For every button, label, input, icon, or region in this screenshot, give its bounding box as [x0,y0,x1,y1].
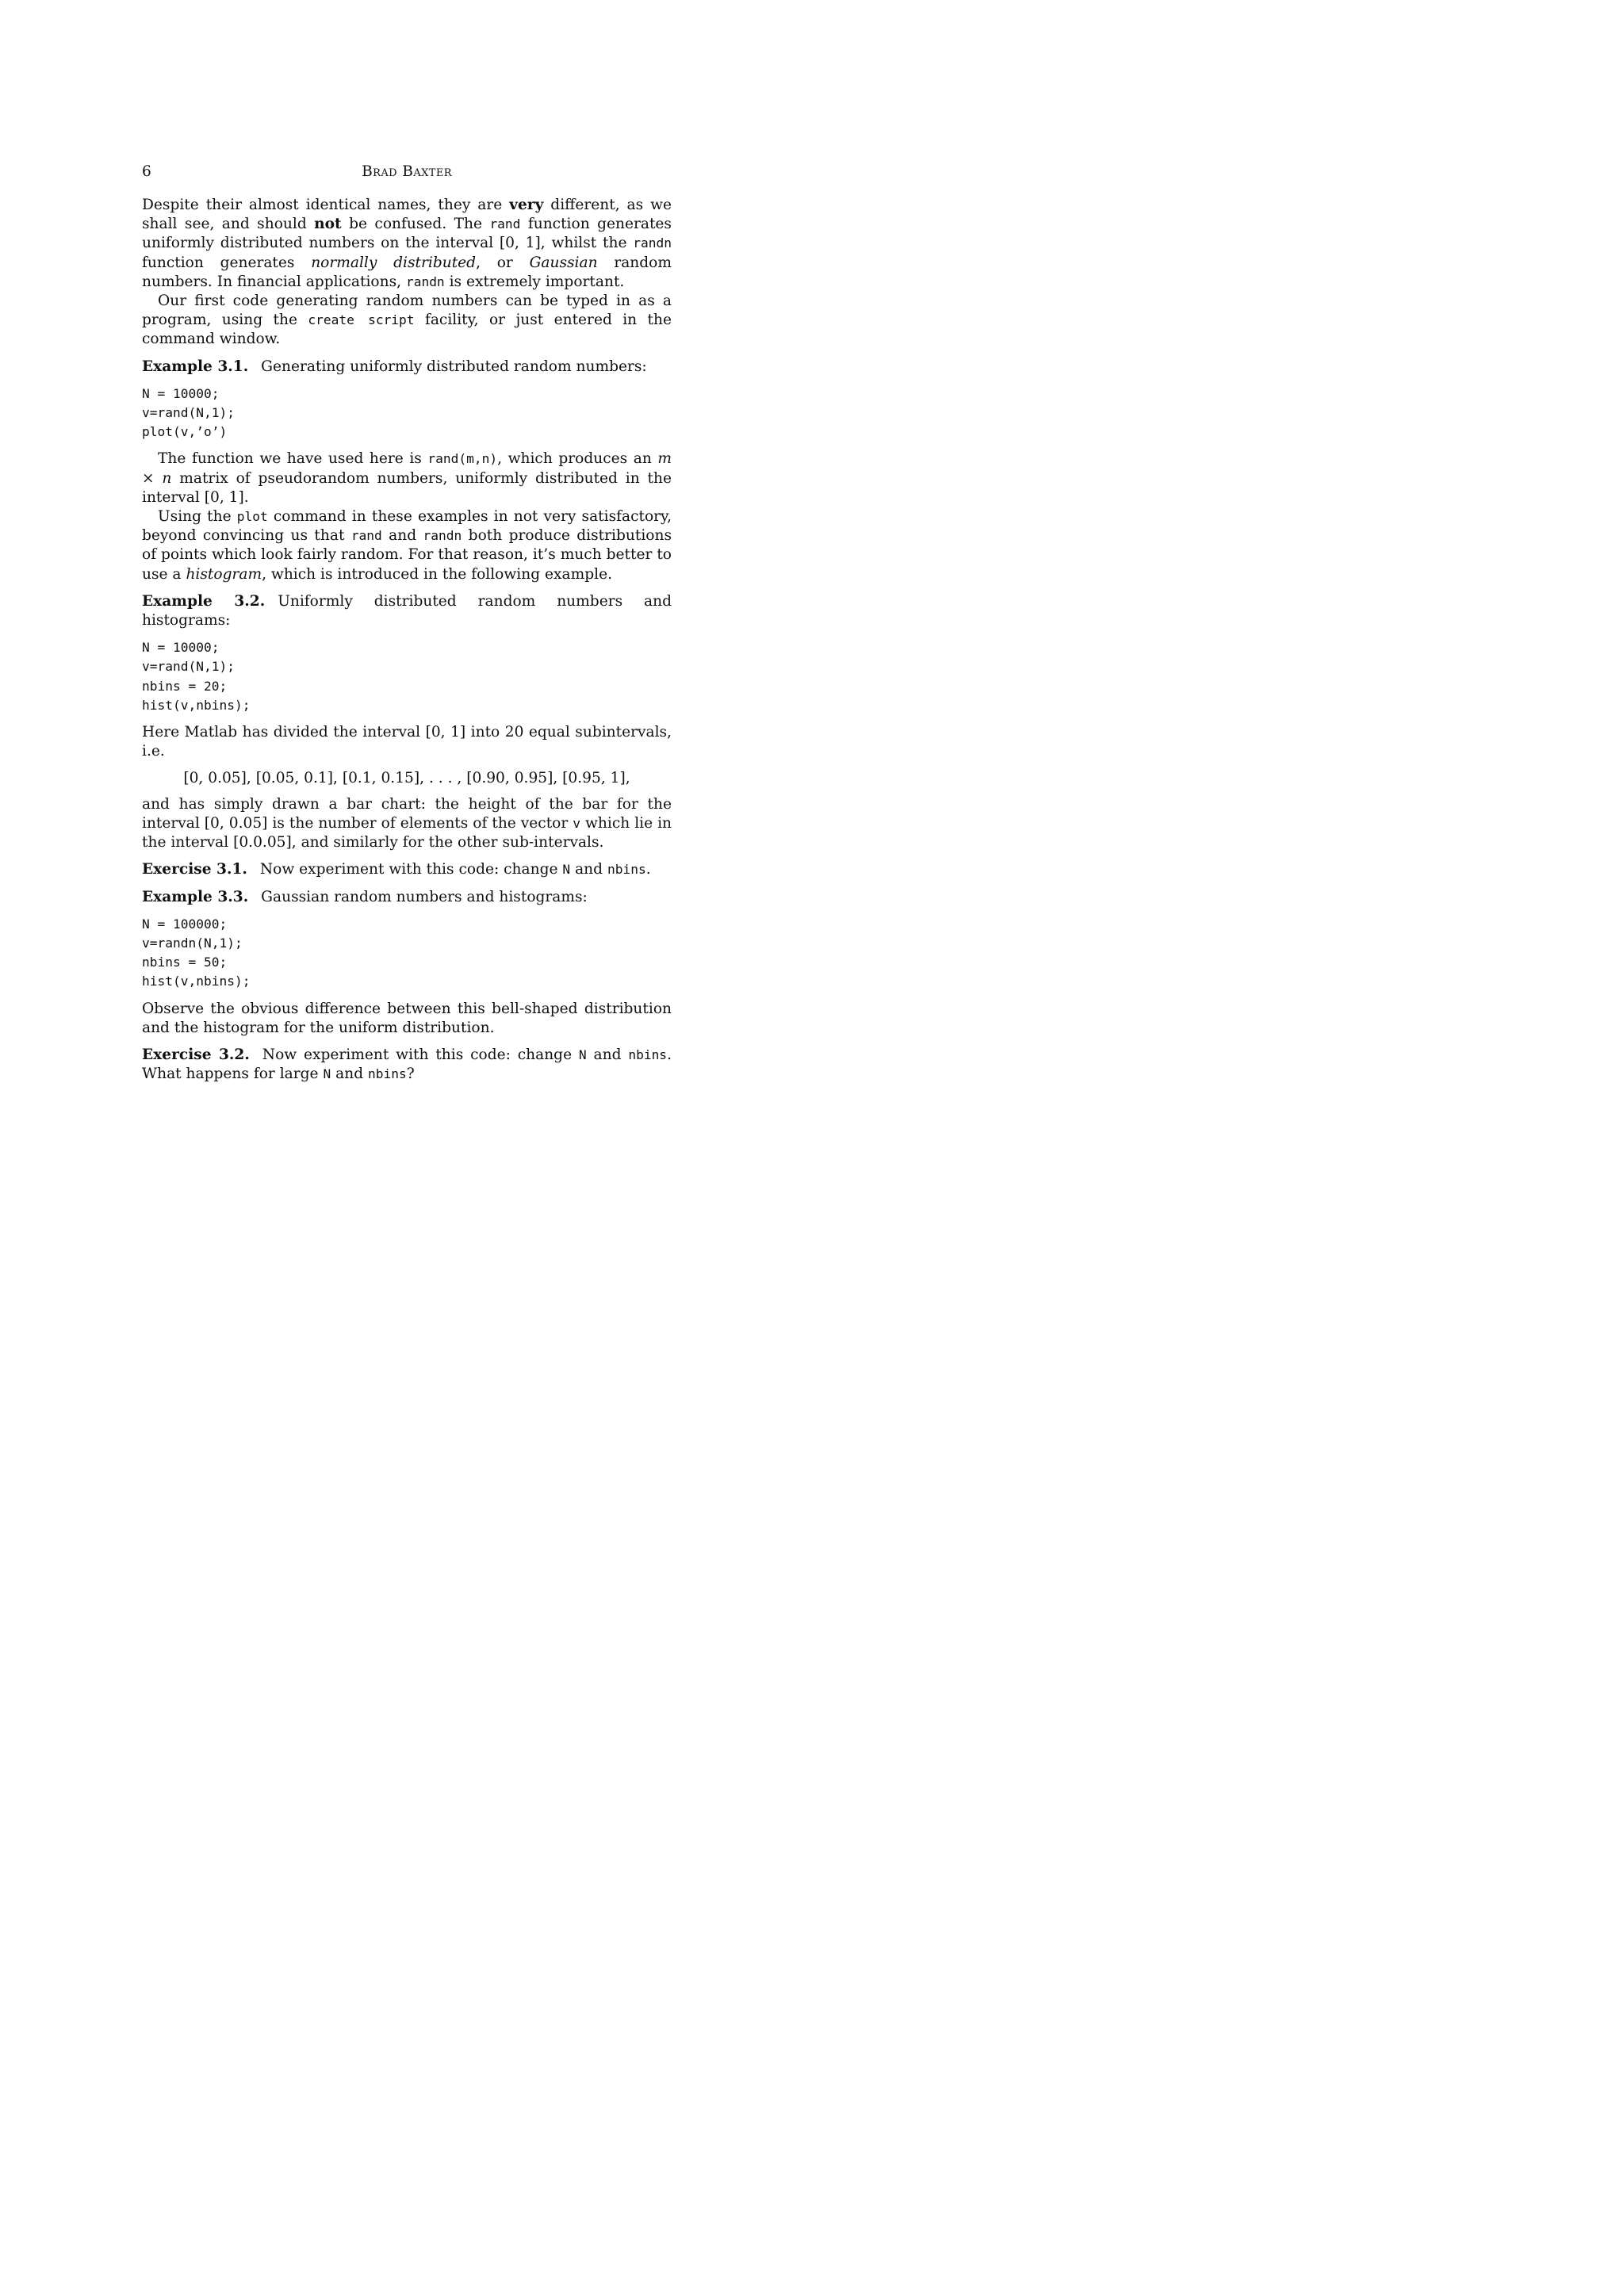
text-run: random numbers. In financial applications, [142,254,672,290]
paragraph-bar-chart [142,795,672,853]
inline-code: rand(m,n) [427,451,498,467]
page [142,163,672,1084]
inline-code: rand [489,216,521,232]
text-run: facility, or just entered in the command window. [142,312,672,348]
example-3-2-heading [142,592,672,630]
text-run: and [570,861,607,878]
text-run: The function we have used here is [158,450,428,468]
text-run: Now experiment with this code: change [262,1046,579,1063]
text-run: , or [476,254,530,271]
inline-code: randn [633,235,672,251]
example-label: Example 3.1. [142,358,249,375]
emphasis-italic: normally distributed [311,254,477,271]
text-run: Now experiment with this code: change [259,861,563,878]
inline-code: nbins [607,862,646,878]
inline-code: plot [236,509,268,525]
inline-code: nbins [628,1047,668,1062]
text-run: both produce distributions of points which look fairly random. For that reason, it’s much better to use a [142,527,672,583]
exercise-3-2 [142,1046,672,1084]
text-run: . [645,861,651,878]
example-3-1-heading [142,358,672,377]
display-math-intervals: [0, 0.05], [0.05, 0.1], [0.1, 0.15], . . . , [0.90, 0.95], [0.95, 1], [183,770,630,787]
text-run: Despite their almost identical names, they are [142,197,510,213]
example-label: Example 3.2. [142,592,266,610]
running-title: Brad Baxter [362,163,452,180]
text-run: , which is introduced in the following example. [262,565,612,583]
text-run: and [331,1066,369,1083]
inline-code: randn [423,528,462,544]
inline-code: N [578,1047,587,1062]
exercise-label: Exercise 3.1. [142,861,247,878]
running-header [142,163,672,182]
text-run: , which produces an [497,450,658,468]
text-run: different, as we shall see, and should [142,197,672,233]
code-block-example-3-2: N = 10000; v=rand(N,1); nbins = 20; hist(v,nbins); [142,640,251,713]
exercise-label: Exercise 3.2. [142,1046,250,1063]
text-run: which lie in the interval [0.0.05], and similarly for the other sub-intervals. [142,814,672,851]
text-run: . What happens for large [142,1046,672,1083]
code-block-example-3-1: N = 10000; v=rand(N,1); plot(v,’o’) [142,385,235,440]
math-expression: m × n [142,450,672,487]
paragraph-rand-randn [142,196,672,292]
inline-code: N [323,1066,331,1082]
paragraph-plot-histogram [142,507,672,584]
example-text: Gaussian random numbers and histograms: [261,888,588,905]
emphasis-bold: not [314,216,342,233]
inline-code: v [573,815,580,831]
example-text: Uniformly distributed random numbers and histograms: [142,592,672,629]
inline-code: nbins [368,1066,407,1082]
code-block-example-3-3: N = 100000; v=randn(N,1); nbins = 50; hist(v,nbins); [142,916,251,989]
text-run: and has simply drawn a bar chart: the height of the bar for the interval [0, 0.05] is the number of elements of the vector [142,795,672,832]
text-run: command in these examples in not very satisfactory, beyond convincing us that [142,508,672,545]
paragraph-first-code [142,292,672,350]
example-3-3-heading [142,888,672,907]
emphasis-bold: very [509,197,544,213]
text-run: Our first code generating random numbers can be typed in as a program, using the [142,293,672,329]
example-text: Generating uniformly distributed random numbers: [261,358,647,375]
text-run: ? [406,1066,415,1083]
inline-code: N [562,862,571,878]
exercise-3-1 [142,860,672,879]
text-run: function generates [142,254,312,271]
paragraph-subintervals: Here Matlab has divided the interval [0, 1] into 20 equal subintervals, i.e. [142,724,672,760]
text-run: and [586,1046,629,1063]
inline-code: randn [405,274,445,289]
text-run: matrix of pseudorandom numbers, uniformly distributed in the interval [0, 1]. [142,469,672,506]
emphasis-italic: histogram [186,565,262,583]
inline-code: rand [350,528,382,544]
example-label: Example 3.3. [142,888,249,905]
paragraph-bell-shaped: Observe the obvious difference between this bell-shaped distribution and the histogram for the uniform distribution. [142,1000,672,1036]
paragraph-rand-mn [142,450,672,507]
text-run: Using the [158,508,237,526]
page-number: 6 [142,163,151,180]
inline-code: create script [308,312,415,328]
emphasis-italic: Gaussian [529,254,598,271]
text-run: is extremely important. [444,273,625,290]
text-run: be confused. The [341,216,490,233]
text-run: and [381,527,423,545]
text-run: function generates uniformly distributed numbers on the interval [0, 1], whilst the [142,216,672,252]
